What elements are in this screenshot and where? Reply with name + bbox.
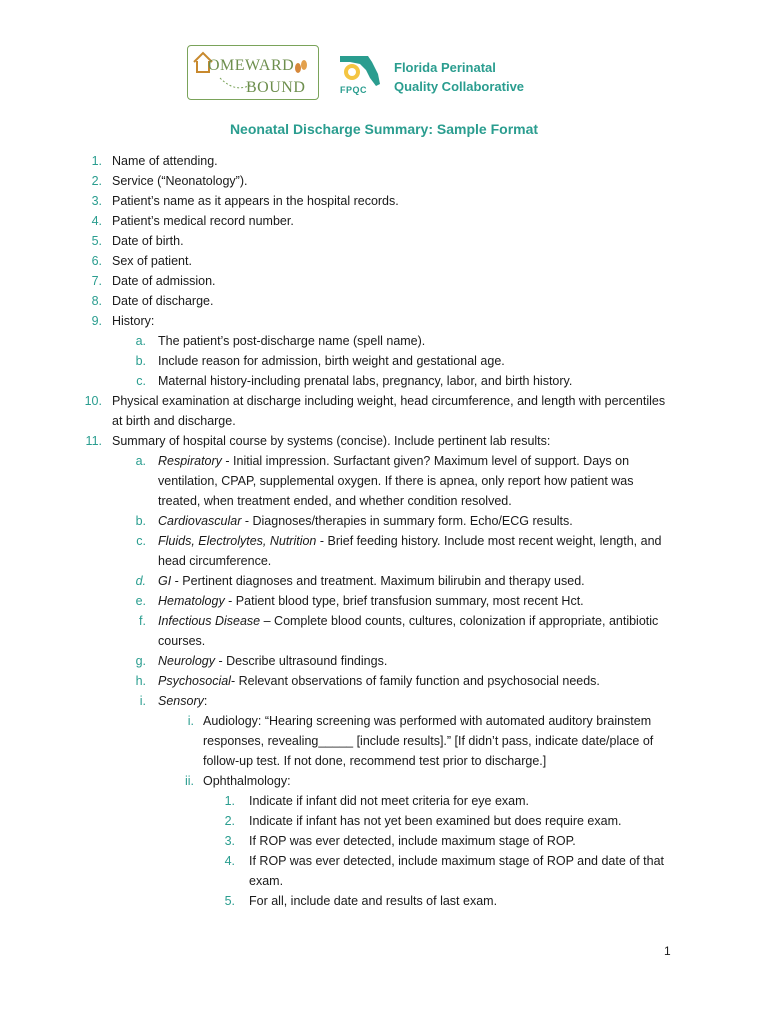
page-number: 1 [664, 944, 671, 958]
system-label: Fluids, Electrolytes, Nutrition [158, 534, 317, 548]
list-item [0, 891, 768, 911]
list-item [0, 571, 768, 591]
item-number: a. [135, 334, 146, 348]
system-label: Sensory [158, 694, 204, 708]
list-item [0, 811, 768, 831]
item-number: 7. [91, 274, 102, 288]
item-text: Date of admission. [112, 274, 216, 288]
item-text: Ophthalmology: [203, 774, 291, 788]
fpqc-name-line1: Florida Perinatal [394, 60, 496, 75]
list-item [0, 711, 768, 771]
fpqc-abbreviation: FPQC [340, 85, 368, 95]
item-number: 4. [224, 854, 235, 868]
item-text: Indicate if infant has not yet been examined but does require exam. [249, 814, 622, 828]
list-item [0, 311, 768, 331]
system-description: - Initial impression. Surfactant given? Maximum level of support. Days on ventilation, CPAP, supplemental oxygen. If there is apnea, only report how patient was treated, when treatment ended, and whether condition resolved. [158, 454, 634, 508]
item-text [158, 691, 677, 711]
list-item [0, 591, 768, 611]
system-description: - Describe ultrasound findings. [214, 654, 388, 668]
list-item [0, 271, 768, 291]
system-description: - Brief feeding history. Include most recent weight, length, and head circumference. [158, 534, 662, 568]
list-item [0, 771, 768, 791]
item-text [158, 651, 677, 671]
item-text [158, 571, 677, 591]
item-text: History: [112, 314, 155, 328]
system-description: - Pertinent diagnoses and treatment. Maximum bilirubin and therapy used. [171, 574, 585, 588]
item-number: 2. [91, 174, 102, 188]
item-number: a. [135, 454, 146, 468]
item-number: c. [136, 374, 146, 388]
item-text: Indicate if infant did not meet criteria for eye exam. [249, 794, 529, 808]
list-item [0, 791, 768, 811]
list-item [0, 671, 768, 691]
homeward-bound-logo [187, 45, 319, 100]
item-text: Date of discharge. [112, 294, 214, 308]
system-description: : [203, 694, 208, 708]
item-text [158, 611, 677, 651]
item-number: 4. [91, 214, 102, 228]
item-number: 3. [224, 834, 235, 848]
item-text [158, 451, 677, 511]
list-item [0, 431, 768, 451]
item-text: Service (“Neonatology”). [112, 174, 248, 188]
list-item [0, 451, 768, 511]
item-number: 10. [84, 394, 102, 408]
list-item [0, 531, 768, 571]
list-item [0, 191, 768, 211]
list-item [0, 291, 768, 311]
item-number: i. [139, 694, 146, 708]
item-text: Patient’s medical record number. [112, 214, 294, 228]
item-number: 1. [224, 794, 235, 808]
item-text: Name of attending. [112, 154, 218, 168]
item-number: g. [135, 654, 146, 668]
item-number: 2. [224, 814, 235, 828]
list-item [0, 251, 768, 271]
item-number: 8. [91, 294, 102, 308]
item-number: h. [135, 674, 146, 688]
item-number: e. [135, 594, 146, 608]
list-item [0, 611, 768, 651]
discharge-summary-list [0, 151, 768, 911]
item-text [158, 671, 677, 691]
item-text [158, 531, 677, 571]
item-number: b. [135, 514, 146, 528]
system-description: - Relevant observations of family function and psychosocial needs. [230, 674, 600, 688]
list-item [0, 371, 768, 391]
list-item [0, 851, 768, 891]
list-item [0, 211, 768, 231]
item-text: Audiology: “Hearing screening was performed with automated auditory brainstem responses, revealing_____ [include results].” [If didn’t pass, indicate date/place of follow-up test. If not done, recommend test prior to discharge.] [203, 714, 654, 768]
item-number: 5. [91, 234, 102, 248]
system-label: Psychosocial [158, 674, 231, 688]
system-description: – Complete blood counts, cultures, colonization if appropriate, antibiotic courses. [158, 614, 659, 648]
logo-left-line1: OMEWARD [208, 57, 295, 74]
item-text: Patient’s name as it appears in the hospital records. [112, 194, 399, 208]
item-text: Date of birth. [112, 234, 184, 248]
system-label: Infectious Disease [158, 614, 261, 628]
item-number: 1. [91, 154, 102, 168]
list-item [0, 331, 768, 351]
item-text: The patient’s post-discharge name (spell name). [158, 334, 426, 348]
item-number: ii. [184, 774, 194, 788]
system-label: Hematology [158, 594, 225, 608]
list-item [0, 391, 768, 431]
item-text: Sex of patient. [112, 254, 192, 268]
logo-left-line2: BOUND [246, 79, 306, 96]
item-text: Physical examination at discharge including weight, head circumference, and length with percentiles at birth and discharge. [112, 394, 666, 428]
fpqc-name-line2: Quality Collaborative [394, 79, 525, 94]
list-item [0, 831, 768, 851]
system-description: - Patient blood type, brief transfusion summary, most recent Hct. [224, 594, 584, 608]
system-description: - Diagnoses/therapies in summary form. Echo/ECG results. [241, 514, 573, 528]
item-text: Maternal history-including prenatal labs, pregnancy, labor, and birth history. [158, 374, 573, 388]
list-item [0, 351, 768, 371]
footprints-icon [292, 58, 310, 76]
list-item [0, 171, 768, 191]
item-number: c. [136, 534, 146, 548]
list-item [0, 511, 768, 531]
item-text [158, 511, 677, 531]
system-label: GI [158, 574, 172, 588]
list-item [0, 691, 768, 711]
document-title: Neonatal Discharge Summary: Sample Format [229, 121, 539, 137]
item-number: 3. [91, 194, 102, 208]
item-text: If ROP was ever detected, include maximum stage of ROP and date of that exam. [249, 854, 665, 888]
item-text: Include reason for admission, birth weight and gestational age. [158, 354, 505, 368]
list-item [0, 151, 768, 171]
item-number: 6. [91, 254, 102, 268]
item-number: i. [187, 714, 194, 728]
item-text: If ROP was ever detected, include maximum stage of ROP. [249, 834, 576, 848]
list-item [0, 651, 768, 671]
item-number: 5. [224, 894, 235, 908]
list-item [0, 231, 768, 251]
fpqc-name [394, 58, 524, 96]
item-text: Summary of hospital course by systems (concise). Include pertinent lab results: [112, 434, 551, 448]
item-text: For all, include date and results of last exam. [249, 894, 498, 908]
system-label: Neurology [158, 654, 215, 668]
item-number: f. [139, 614, 146, 628]
item-number: 9. [91, 314, 102, 328]
system-label: Respiratory [158, 454, 222, 468]
item-number: 11. [85, 434, 102, 448]
item-text [158, 591, 677, 611]
item-number: b. [135, 354, 146, 368]
item-number: d. [135, 574, 146, 588]
system-label: Cardiovascular [158, 514, 242, 528]
